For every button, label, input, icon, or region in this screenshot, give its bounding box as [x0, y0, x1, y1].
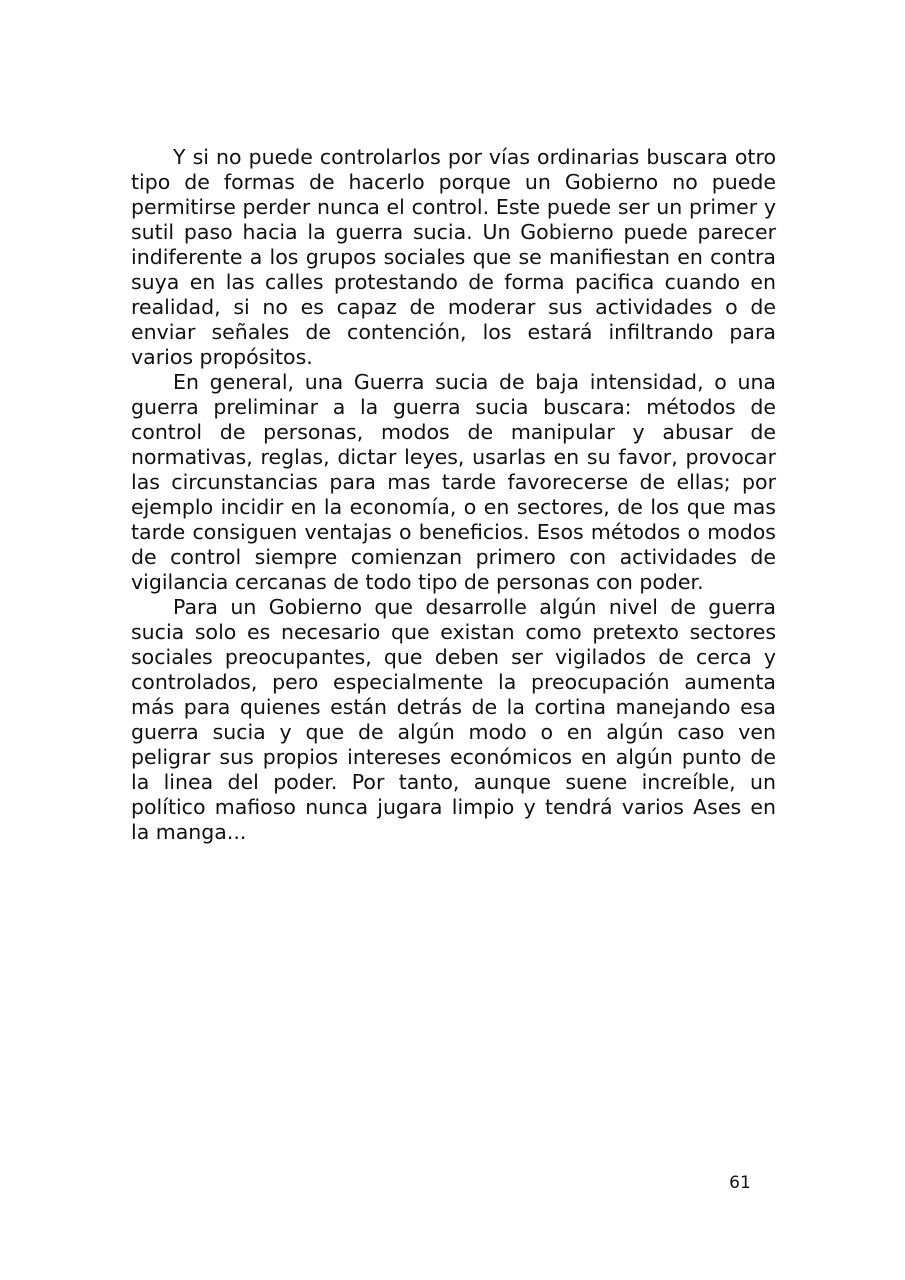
paragraph-2: En general, una Guerra sucia de baja intensidad, o una guerra preliminar a la guerra sucia buscara: métodos de control de personas, modos de manipular y abusar de normativas, reglas, dictar leyes, usarlas en su favor, provocar las circunstancias para mas tarde favorecerse de ellas; por ejemplo incidir en la economía, o en sectores, de los que mas tarde consiguen ventajas o beneficios. Esos métodos o modos de control siempre comienzan primero con actividades de vigilancia cercanas de todo tipo de personas con poder. [131, 370, 776, 594]
body-text [131, 145, 776, 845]
paragraph-3: Para un Gobierno que desarrolle algún nivel de guerra sucia solo es necesario que existan como pretexto sectores sociales preocupantes, que deben ser vigilados de cerca y controlados, pero especialmente la preocupación aumenta más para quienes están detrás de la cortina manejando esa guerra sucia y que de algún modo o en algún caso ven peligrar sus propios intereses económicos en algún punto de la linea del poder. Por tanto, aunque suene increíble, un político mafioso nunca jugara limpio y tendrá varios Ases en la manga... [131, 595, 776, 844]
page-number: 61 [729, 1173, 751, 1193]
paragraph-1: Y si no puede controlarlos por vías ordinarias buscara otro tipo de formas de hacerlo porque un Gobierno no puede permitirse perder nunca el control. Este puede ser un primer y sutil paso hacia la guerra sucia. Un Gobierno puede parecer indiferente a los grupos sociales que se manifiestan en contra suya en las calles protestando de forma pacifica cuando en realidad, si no es capaz de moderar sus actividades o de enviar señales de contención, los estará infiltrando para varios propósitos. [131, 145, 776, 369]
